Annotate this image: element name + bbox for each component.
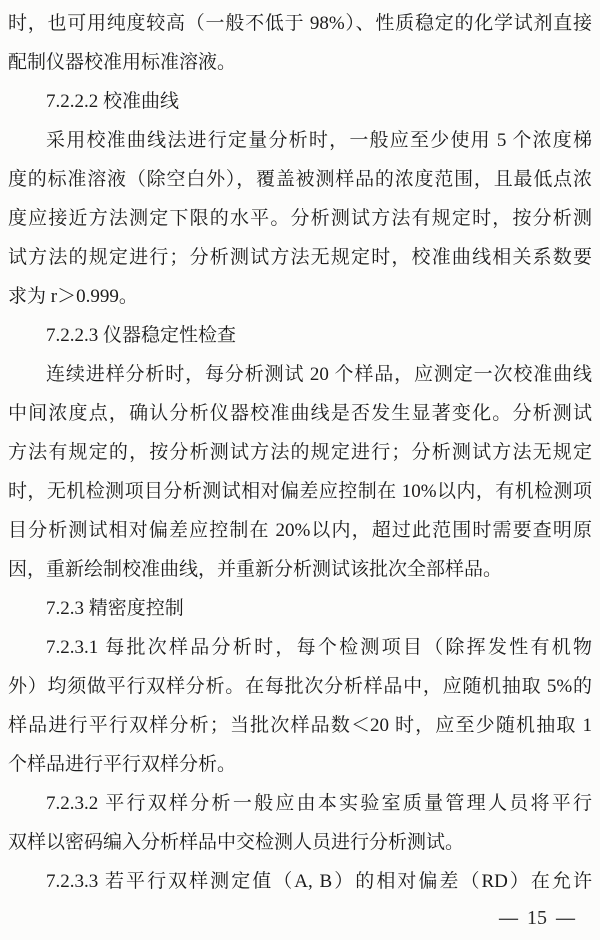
text-line: 7.2.2.3 仪器稳定性检查 xyxy=(46,325,237,346)
text-line: 度的标准溶液（除空白外），覆盖被测样品的浓度范围，且最低点浓 xyxy=(8,169,592,190)
text-line: 连续进样分析时，每分析测试 20 个样品，应测定一次校准曲线 xyxy=(46,364,592,385)
text-line: 方法有规定的，按分析测试方法的规定进行；分析测试方法无规定 xyxy=(8,442,592,463)
text-line: 7.2.3.3 若平行双样测定值（A, B）的相对偏差（RD）在允许 xyxy=(46,871,592,892)
text-line: 采用校准曲线法进行定量分析时，一般应至少使用 5 个浓度梯 xyxy=(46,130,592,151)
text-line: 双样以密码编入分析样品中交检测人员进行分析测试。 xyxy=(8,832,465,853)
text-line: 7.2.3.2 平行双样分析一般应由本实验室质量管理人员将平行 xyxy=(46,793,592,814)
text-line: 个样品进行平行双样分析。 xyxy=(8,754,237,775)
footer-dash-right: — xyxy=(556,908,575,929)
text-line: 7.2.3 精密度控制 xyxy=(46,598,184,619)
text-line: 时，也可用纯度较高（一般不低于 98%）、性质稳定的化学试剂直接 xyxy=(8,13,592,34)
text-line: 试方法的规定进行；分析测试方法无规定时，校准曲线相关系数要 xyxy=(8,247,592,268)
page-number: 15 xyxy=(527,907,547,929)
footer-dash-left: — xyxy=(499,908,518,929)
text-line: 因，重新绘制校准曲线，并重新分析测试该批次全部样品。 xyxy=(8,559,503,580)
text-line: 度应接近方法测定下限的水平。分析测试方法有规定时，按分析测 xyxy=(8,208,592,229)
text-line: 求为 r＞0.999。 xyxy=(8,286,138,307)
text-line: 外）均须做平行双样分析。在每批次分析样品中，应随机抽取 5%的 xyxy=(8,676,592,697)
document-body xyxy=(8,4,592,901)
page-footer xyxy=(490,907,584,930)
text-line: 目分析测试相对偏差应控制在 20%以内，超过此范围时需要查明原 xyxy=(8,520,592,541)
text-line: 样品进行平行双样分析；当批次样品数＜20 时，应至少随机抽取 1 xyxy=(8,715,592,736)
text-line: 7.2.3.1 每批次样品分析时，每个检测项目（除挥发性有机物 xyxy=(46,637,592,658)
text-line: 配制仪器校准用标准溶液。 xyxy=(8,52,237,73)
text-line: 7.2.2.2 校准曲线 xyxy=(46,91,180,112)
text-line: 中间浓度点，确认分析仪器校准曲线是否发生显著变化。分析测试 xyxy=(8,403,592,424)
text-line: 时，无机检测项目分析测试相对偏差应控制在 10%以内，有机检测项 xyxy=(8,481,592,502)
